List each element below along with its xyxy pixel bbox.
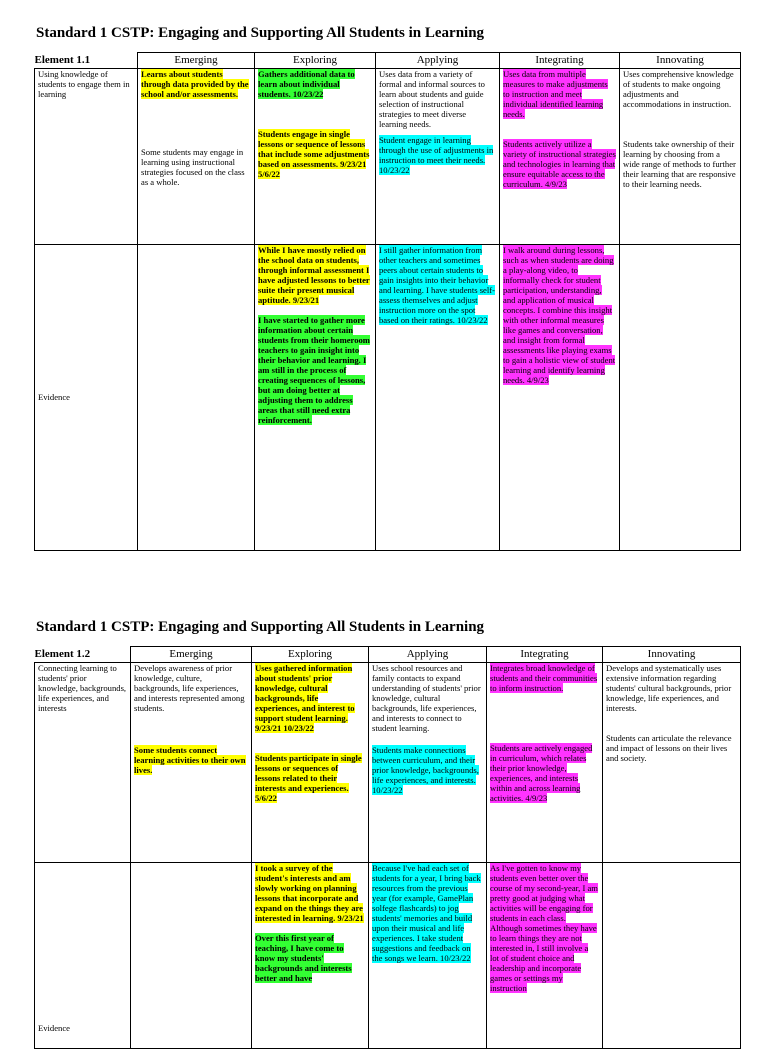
column-header-exploring: Exploring [252,647,369,663]
cell-emerging: Learns about students through data provided by the school and/or assessments. Some students may engage in learning using instructional strategies focused on the class as a whole. [138,69,255,245]
evidence-applying: I still gather information from other teachers and sometimes peers about certain students to gain insights into their behavior and learning. I have students self-assess themselves and adjust instruction more on the spot based on their ratings. 10/23/22 [376,245,500,551]
evidence-emerging [138,245,255,551]
column-header-integrating: Integrating [487,647,603,663]
evidence-label: Evidence [35,863,131,1049]
row-label: Using knowledge of students to engage them in learning [35,69,138,245]
evidence-innovating [620,245,741,551]
section1-title: Standard 1 CSTP: Engaging and Supporting All Students in Learning [36,25,485,41]
evidence-exploring: I took a survey of the student's interests and am slowly working on planning lessons that incorporate and expand on the things they are interested in learning. 9/23/21 Over this first year of teaching, I have come to know my students' backgrounds and interests better and have [252,863,369,1049]
cell-exploring: Gathers additional data to learn about individual students. 10/23/22 Students engage in single lessons or sequence of lessons that include some adjustments based on assessments. 9/23/21 5/6/22 [255,69,376,245]
cell-innovating: Develops and systematically uses extensive information regarding students' cultural backgrounds, prior knowledge, life experiences, and interests. Students can articulate the relevance and impact of lessons on their lives and society. [603,663,741,863]
column-header-emerging: Emerging [138,53,255,69]
column-header-emerging: Emerging [131,647,252,663]
row-label: Connecting learning to students' prior knowledge, backgrounds, life experiences, and interests [35,663,131,863]
column-header-integrating: Integrating [500,53,620,69]
element-label: Element 1.2 [35,647,131,663]
cell-emerging: Develops awareness of prior knowledge, culture, backgrounds, life experiences, and interests represented among students. Some students connect learning activities to their own lives. [131,663,252,863]
evidence-innovating [603,863,741,1049]
cell-integrating: Integrates broad knowledge of students and their communities to inform instruction. Students are actively engaged in curriculum, which relates their prior knowledge, experiences, and interests within and across learning activities. 4/9/23 [487,663,603,863]
column-header-applying: Applying [376,53,500,69]
cell-applying: Uses data from a variety of formal and informal sources to learn about students and guide selection of instructional strategies to meet diverse learning needs. Student engage in learning through the use of adjustments in instruction to meet their needs. 10/23/22 [376,69,500,245]
evidence-label: Evidence [35,245,138,551]
element-1-2-table [34,646,741,1049]
evidence-exploring: While I have mostly relied on the school data on students, through informal assessment I have adjusted lessons to better suite their present musical aptitude. 9/23/21 I have started to gather more information about certain students from their homeroom teachers to gain insight into their behavior and learning. I am still in the process of creating sequences of lessons, but am doing better at adjusting them to address areas that still need extra reinforcement. [255,245,376,551]
cell-integrating: Uses data from multiple measures to make adjustments to instruction and meet individual identified learning needs. Students actively utilize a variety of instructional strategies and technologies in learning that ensure equitable access to the curriculum. 4/9/23 [500,69,620,245]
evidence-applying: Because I've had each set of students for a year, I bring back resources from the previous year (for example, GamePlan solfege flashcards) to jog students' memories and build upon their musical and life experiences. I take student suggestions and feedback on the songs we learn. 10/23/22 [369,863,487,1049]
column-header-innovating: Innovating [620,53,741,69]
cell-exploring: Uses gathered information about students' prior knowledge, cultural backgrounds, life experiences, and interest to support student learning. 9/23/21 10/23/22 Students participate in single lessons or sequences of lessons related to their interests and experiences. 5/6/22 [252,663,369,863]
evidence-emerging [131,863,252,1049]
element-1-1-table [34,52,741,551]
evidence-integrating: I walk around during lessons, such as when students are doing a play-along video, to informally check for student participation, understanding, and application of musical concepts. I combine this insight with other informal measures like games and conversation, and insight from formal assessments like playing exams to gain a holistic view of student learning and identify learning needs. 4/9/23 [500,245,620,551]
column-header-innovating: Innovating [603,647,741,663]
column-header-applying: Applying [369,647,487,663]
cell-innovating: Uses comprehensive knowledge of students to make ongoing adjustments and accommodations in instruction. Students take ownership of their learning by choosing from a wide range of methods to further their learning that are responsive to their learning needs. [620,69,741,245]
section2-title: Standard 1 CSTP: Engaging and Supporting All Students in Learning [36,619,485,635]
evidence-integrating: As I've gotten to know my students even better over the course of my second-year, I am pretty good at judging what activities will be engaging for students in each class. Although sometimes they have to learn things they are not interested in, I still involve a lot of student choice and leadership and incorporate games or settings my instruction [487,863,603,1049]
cell-applying: Uses school resources and family contacts to expand understanding of students' prior knowledge, cultural backgrounds, life experiences, and interests to connect to student learning. Students make connections between curriculum, and their prior knowledge, backgrounds, life experiences, and interests. 10/23/22 [369,663,487,863]
element-label: Element 1.1 [35,53,138,69]
column-header-exploring: Exploring [255,53,376,69]
